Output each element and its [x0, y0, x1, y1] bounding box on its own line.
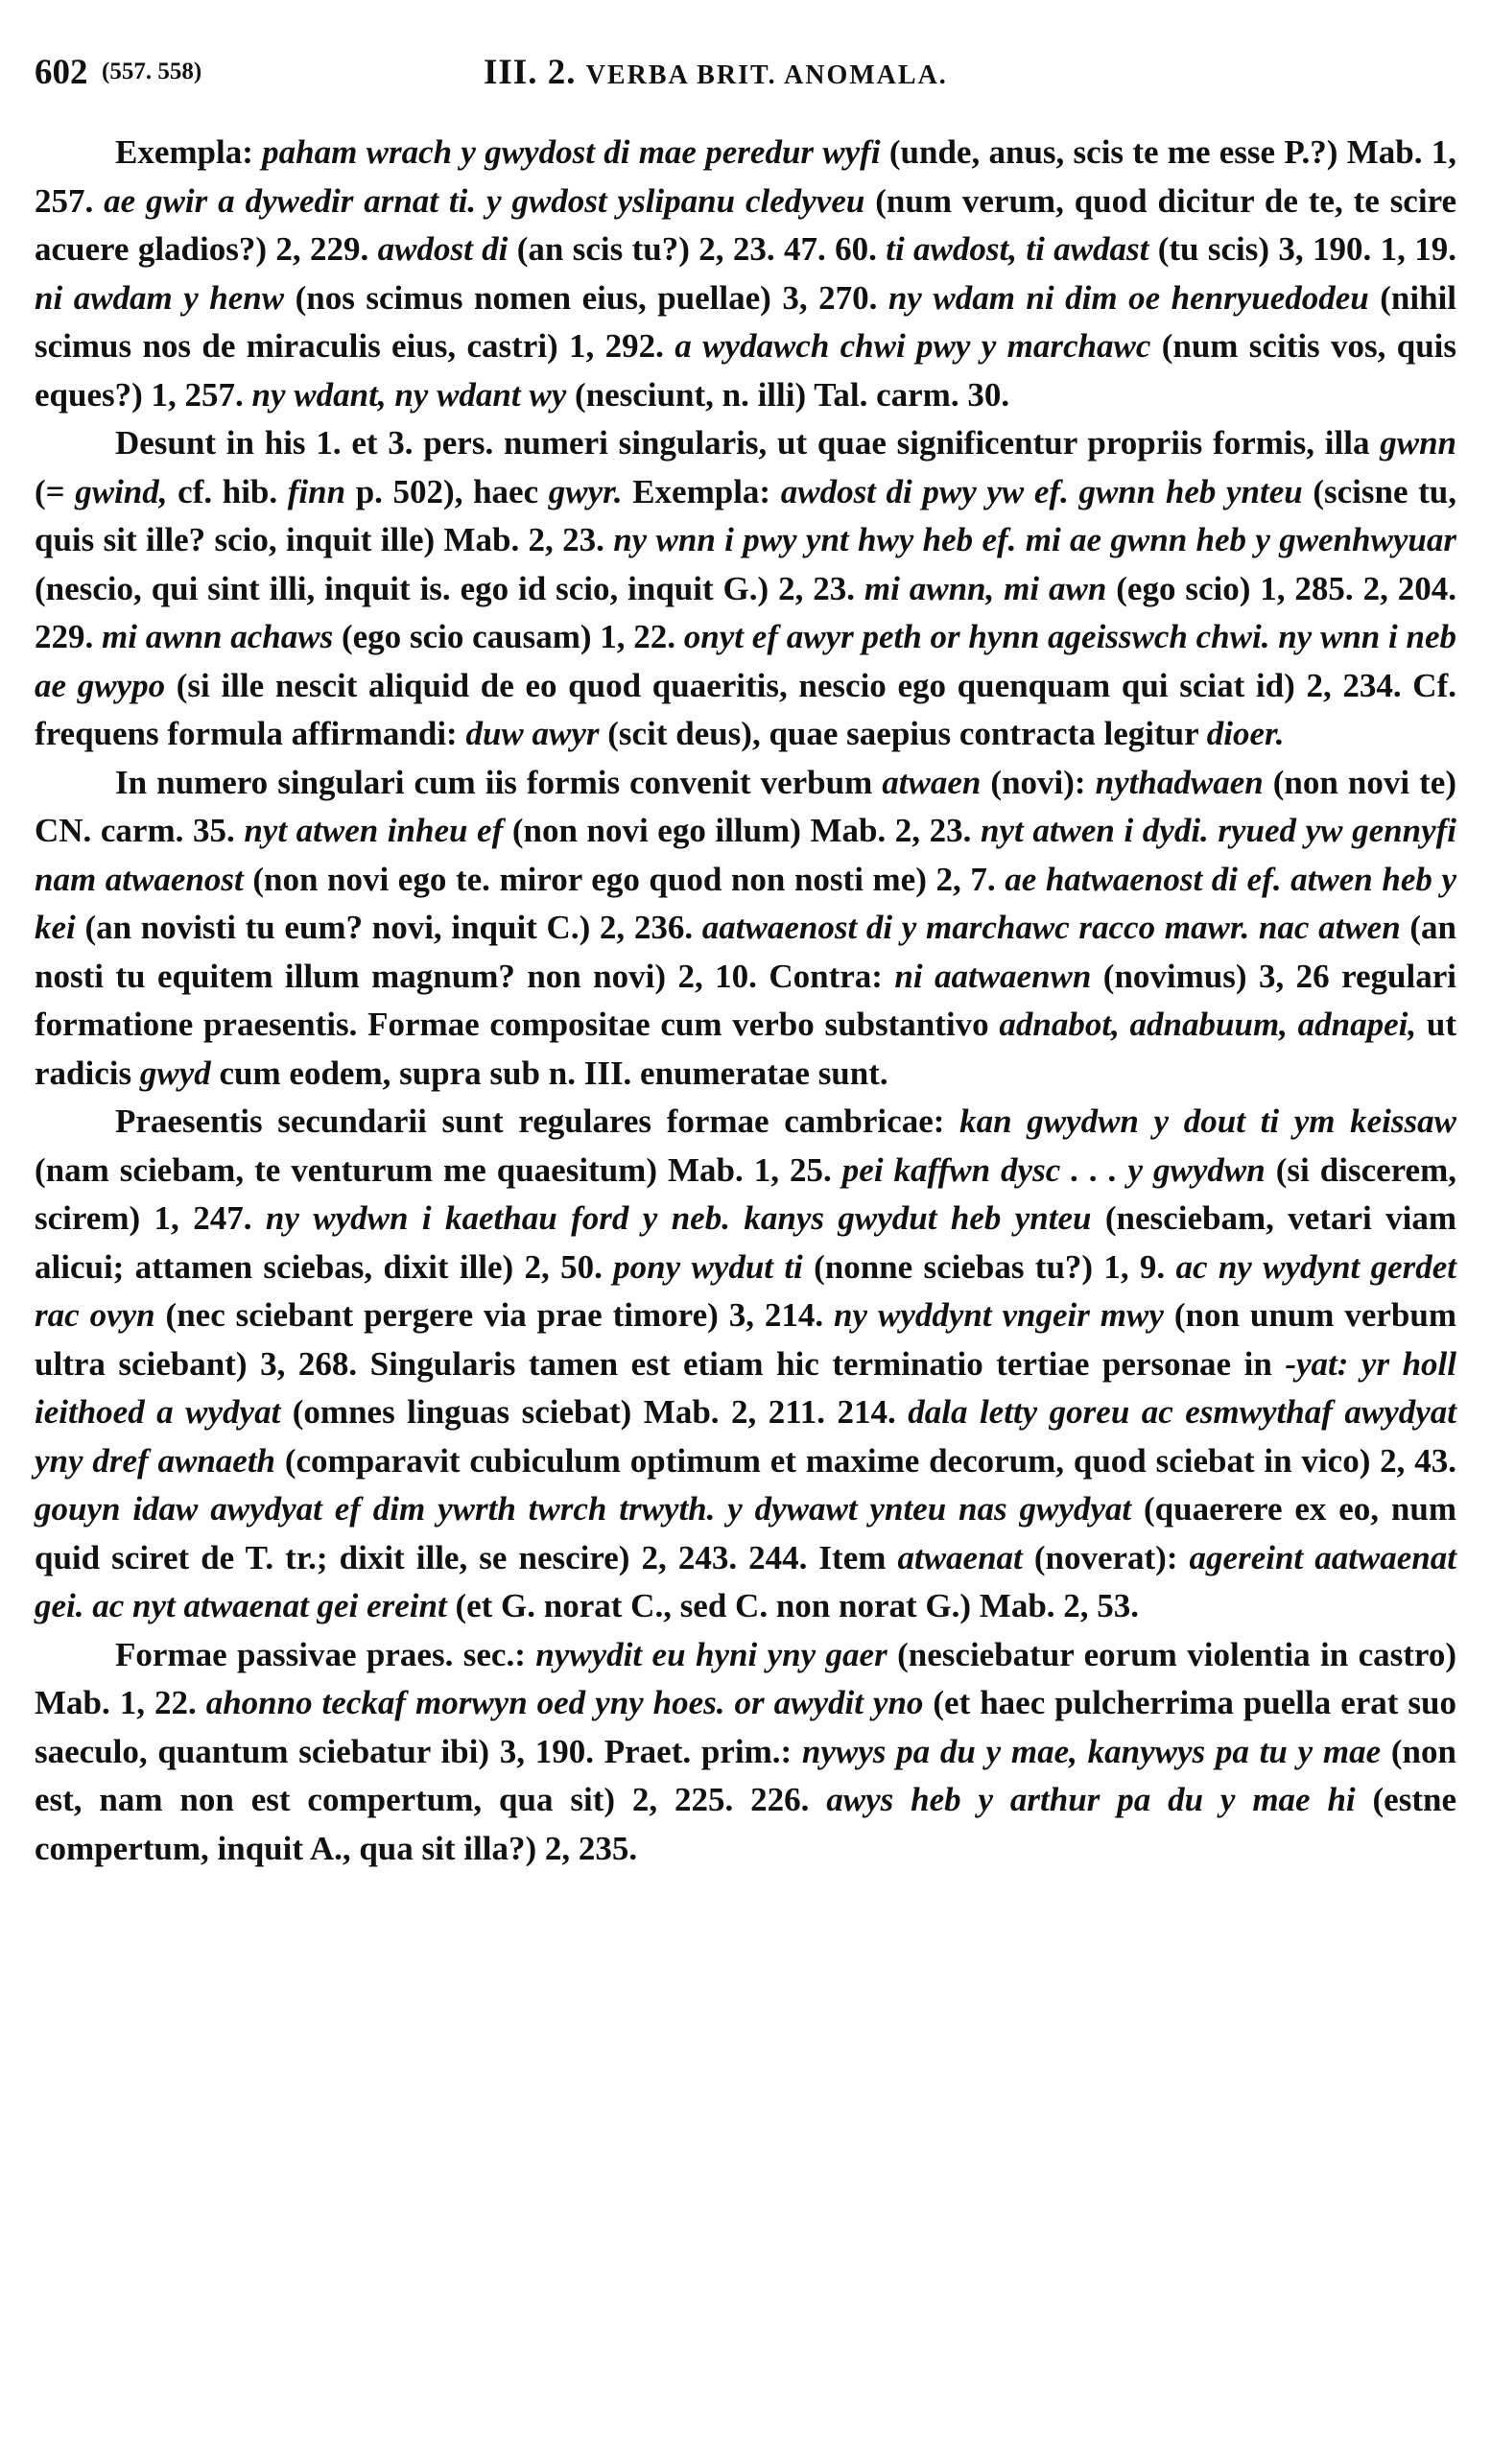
latin-text: Desunt in his 1. et 3. pers. numeri singularis, ut quae significentur propriis formis, illa [115, 424, 1381, 462]
latin-text: (estne compertum, inquit A., qua sit illa?) 2, 235. [35, 1781, 1456, 1867]
latin-text: (non novi ego te. miror ego quod non nosti me) 2, 7. [243, 860, 1006, 898]
welsh-quotation: gwnn [1380, 424, 1456, 462]
latin-text: Formae passivae praes. sec.: [115, 1635, 536, 1673]
welsh-quotation: nywys pa du y mae, kanywys pa tu y mae [801, 1732, 1382, 1770]
welsh-quotation: mi awnn, mi awn [864, 569, 1107, 607]
latin-text [1348, 1345, 1361, 1383]
latin-text: (tu scis) 3, 190. 1, 19. [1148, 230, 1456, 268]
latin-text: (nonne sciebas tu?) 1, 9. [802, 1247, 1176, 1286]
latin-text: (noverat): [1022, 1538, 1190, 1576]
welsh-quotation: nyt atwen inheu ef [244, 812, 504, 849]
section-number: III. 2. [484, 53, 577, 92]
paragraph-3 [35, 759, 1456, 1099]
welsh-quotation: agereint aatwaenat gei. ac nyt atwaenat gei ereint [35, 1538, 1457, 1624]
latin-text: (nesciebam, vetari viam alicui; attamen sciebas, dixit ille) 2, 50. [35, 1199, 1456, 1286]
latin-text: (num scitis vos, quis eques?) 1, 257. [35, 327, 1456, 414]
welsh-quotation: aatwaenost di y marchawc racco mawr. nac atwen [701, 909, 1401, 946]
welsh-quotation: awys heb y arthur pa du y mae hi [826, 1781, 1356, 1818]
latin-text: (nesciunt, n. illi) Tal. carm. 30. [566, 375, 1010, 414]
latin-text: (novimus) 3, 26 regulari formatione praesentis. Formae compositae cum verbo substantivo [35, 957, 1456, 1043]
welsh-quotation: gwyd [139, 1054, 211, 1092]
latin-text: (et G. norat C., sed C. non norat G.) Mab. 2, 53. [446, 1587, 1140, 1624]
welsh-quotation: atwaen [882, 763, 982, 801]
section-title [484, 52, 948, 93]
welsh-quotation: nythadwaen [1095, 763, 1264, 801]
latin-text: (scisne tu, quis sit ille? scio, inquit ille) Mab. 2, 23. [35, 472, 1456, 558]
welsh-quotation: ny wydwn i kaethau ford y neb. kanys gwydut heb ynteu [265, 1199, 1092, 1237]
latin-text: Exempla: [622, 472, 781, 510]
title-text: VERBA BRIT. ANOMALA. [585, 60, 948, 90]
latin-text: (nihil scimus nos de miraculis eius, castri) 1, 292. [35, 278, 1456, 365]
latin-text: (quaerere ex eo, num quid sciret de T. tr.; dixit ille, se nescire) 2, 243. 244. Item [35, 1490, 1456, 1576]
latin-text: (et haec pulcherrima puella erat suo saeculo, quantum sciebatur ibi) 3, 190. Praet. prim.: [35, 1684, 1456, 1770]
latin-text: (non est, nam non est compertum, qua sit) 2, 225. 226. [35, 1732, 1456, 1818]
welsh-quotation: ny wyddynt vngeir mwy [834, 1296, 1164, 1334]
welsh-quotation: ny wdam ni dim oe henryuedodeu [888, 278, 1369, 317]
welsh-quotation: ac ny wydynt gerdet rac ovyn [35, 1247, 1456, 1334]
paragraph-4 [35, 1098, 1456, 1631]
latin-text: (= [35, 472, 76, 510]
welsh-quotation: atwaenat [897, 1538, 1023, 1576]
welsh-quotation: -yat: [1285, 1344, 1349, 1383]
welsh-quotation: awdost di [377, 230, 509, 268]
latin-text: (an novisti tu eum? novi, inquit C.) 2, 236. [75, 909, 702, 946]
welsh-quotation: ni aatwaenwn [894, 957, 1092, 995]
latin-text: (nam sciebam, te venturum me quaesitum) Mab. 1, 25. [35, 1150, 842, 1189]
welsh-quotation: gwyr. [548, 472, 623, 510]
latin-text: (num verum, quod dicitur de te, te scire acuere gladios?) 2, 229. [35, 181, 1457, 268]
welsh-quotation: gouyn idaw awydyat ef dim ywrth twrch trwyth. y dywawt ynteu nas gwydyat [35, 1490, 1132, 1528]
latin-text: (si discerem, scirem) 1, 247. [35, 1150, 1456, 1237]
welsh-quotation: ahonno teckaf morwyn oed yny hoes. or awydit yno [205, 1684, 924, 1721]
latin-text: (nesciebatur eorum violentia in castro) Mab. 1, 22. [35, 1635, 1456, 1721]
body-text [35, 129, 1456, 1873]
welsh-quotation: duw awyr [465, 715, 600, 752]
welsh-quotation: nyt atwen i dydi. ryued yw gennyfi nam atwaenost [35, 812, 1456, 898]
latin-text: (non unum verbum ultra sciebant) 3, 268. Singularis tamen est etiam hic terminatio tertiae personae in [35, 1296, 1456, 1383]
welsh-quotation: onyt ef awyr peth or hynn ageisswch chwi. ny wnn i neb ae gwypo [35, 618, 1456, 704]
welsh-quotation: dioer. [1206, 715, 1285, 752]
welsh-quotation: a wydawch chwi pwy y marchawc [674, 327, 1151, 365]
latin-text: (comparavit cubiculum optimum et maxime decorum, quod sciebat in vico) 2, 43. [275, 1441, 1456, 1480]
welsh-quotation: nywydit eu hyni yny gaer [535, 1635, 888, 1673]
welsh-quotation: dala letty goreu ac esmwythaf awydyat yny dref awnaeth [35, 1393, 1456, 1480]
welsh-quotation: yr holl ieithoed a wydyat [35, 1344, 1456, 1431]
latin-text: (si ille nescit aliquid de eo quod quaeritis, nescio ego quenquam qui sciat id) 2, 234. Cf. frequens formula affirmandi: [35, 666, 1456, 752]
welsh-quotation: finn [287, 472, 346, 510]
latin-text: cum eodem, supra sub n. III. enumeratae sunt. [210, 1054, 888, 1092]
welsh-quotation: ti awdost, ti awdast [886, 230, 1149, 268]
latin-text: p. 502), haec [345, 472, 549, 510]
welsh-quotation: adnabot, adnabuum, adnapei, [999, 1006, 1417, 1043]
welsh-quotation: pony wydut ti [613, 1247, 803, 1286]
latin-text: (an scis tu?) 2, 23. 47. 60. [508, 230, 887, 268]
welsh-quotation: awdost di pwy yw ef. gwnn heb ynteu [780, 472, 1303, 510]
running-header [35, 52, 1455, 106]
latin-text: (scit deus), quae saepius contracta legitur [599, 715, 1207, 752]
welsh-quotation: ny wdant, ny wdant wy [251, 375, 567, 414]
latin-text: (nec sciebant pergere via prae timore) 3, 214. [154, 1296, 835, 1334]
latin-text: (an nosti tu equitem illum magnum? non novi) 2, 10. Contra: [35, 909, 1456, 995]
latin-text: (nescio, qui sint illi, inquit is. ego id scio, inquit G.) 2, 23. [35, 569, 864, 607]
latin-text: (nos scimus nomen eius, puellae) 3, 270. [284, 278, 888, 317]
welsh-quotation: mi awnn achaws [102, 618, 334, 655]
welsh-quotation: ae gwir a dywedir arnat ti. y gwdost yslipanu cledyveu [104, 181, 865, 220]
latin-text: (ego scio causam) 1, 22. [333, 618, 684, 655]
welsh-quotation: ae hatwaenost di ef. atwen heb y kei [35, 860, 1456, 946]
welsh-quotation: kan gwydwn y dout ti ym keissaw [959, 1102, 1456, 1140]
latin-text: In numero singulari cum iis formis convenit verbum [115, 763, 883, 801]
page-number: 602 [35, 53, 88, 92]
latin-text: (novi): [981, 763, 1096, 801]
page-refs: (557. 558) [102, 59, 202, 84]
latin-text: (ego scio) 1, 285. 2, 204. 229. [35, 569, 1456, 655]
latin-text: (non novi te) CN. carm. 35. [35, 763, 1457, 849]
welsh-quotation: ni awdam y henw [35, 278, 285, 317]
latin-text: Praesentis secundarii sunt regulares formae cambricae: [115, 1102, 960, 1140]
paragraph-1 [35, 129, 1456, 419]
latin-text: Exempla: [115, 133, 263, 171]
welsh-quotation: gwind, [75, 472, 168, 510]
welsh-quotation: pei kaffwn dysc . . . y gwydwn [841, 1150, 1266, 1189]
paragraph-5 [35, 1631, 1456, 1874]
latin-text: ut radicis [35, 1006, 1456, 1092]
paragraph-2 [35, 419, 1456, 759]
latin-text: (non novi ego illum) Mab. 2, 23. [503, 812, 981, 849]
latin-text: (unde, anus, scis te me esse P.?) Mab. 1, 257. [35, 133, 1457, 220]
latin-text: (omnes linguas sciebat) Mab. 2, 211. 214. [280, 1393, 909, 1431]
latin-text: cf. hib. [167, 472, 288, 510]
welsh-quotation: paham wrach y gwydost di mae peredur wyfi [262, 133, 881, 171]
welsh-quotation: ny wnn i pwy ynt hwy heb ef. mi ae gwnn heb y gwenhwyuar [613, 521, 1456, 558]
